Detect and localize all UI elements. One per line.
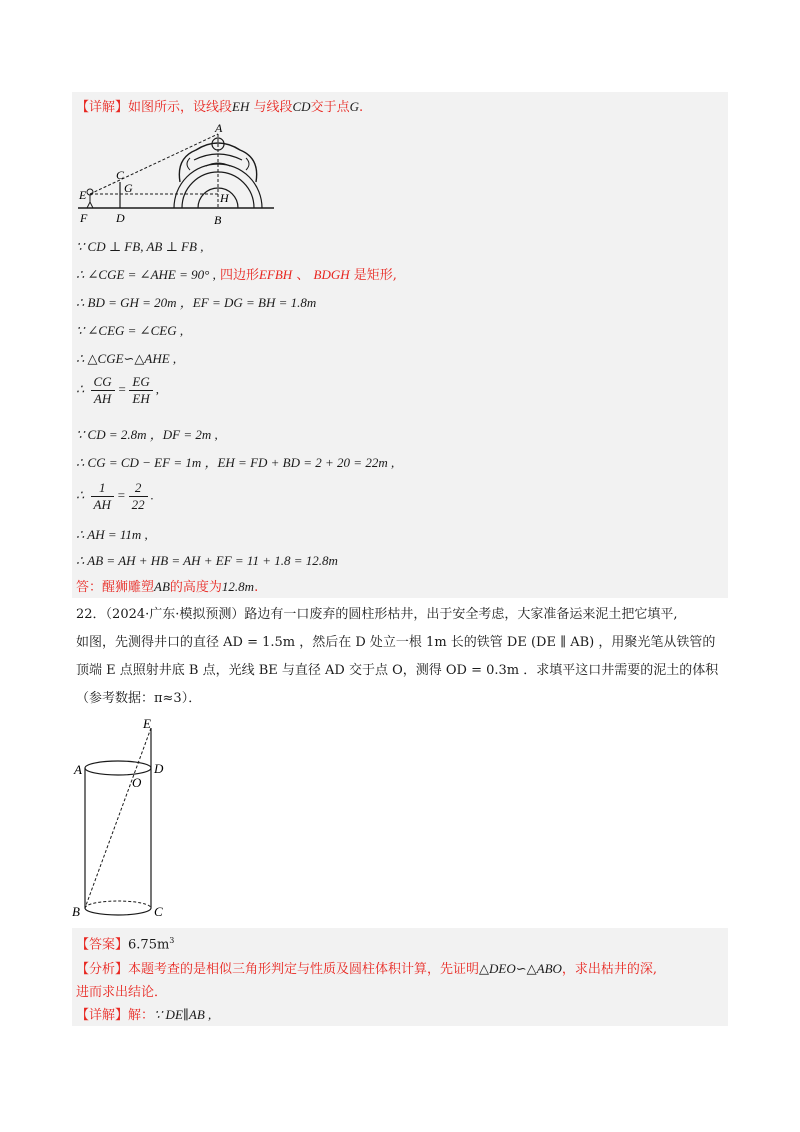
- label-h: H: [220, 191, 229, 205]
- solution-intro: 【详解】如图所示，设线段EH 与线段CD交于点G.: [76, 99, 364, 115]
- top-ellipse: [85, 761, 151, 775]
- label-c: C: [116, 168, 125, 182]
- question-22-line-3: 顶端 E 点照射井底 B 点，光线 BE 与直径 AD 交于点 O，测得 OD = 0.3m ．求填平这口井需要的泥土的体积: [76, 663, 719, 678]
- fraction-2-22: $\frac{2}{22}$: [129, 480, 148, 513]
- bottom-ellipse-back: [85, 901, 151, 908]
- step-9: ∴ $\frac{1}{AH}$ = $\frac{2}{22}$ .: [76, 480, 154, 512]
- step-8: ∴ CG = CD − EF = 1m ，EH = FD + BD = 2 + 20 = 22m ,: [76, 455, 395, 470]
- question-22-line-1: 22．（2024·广东·模拟预测）路边有一口废弃的圆柱形枯井，出于安全考虑，大家准备运来泥土把它填平,: [76, 607, 678, 622]
- fraction-1-ah: $\frac{1}{AH}$: [91, 480, 114, 513]
- label-c: C: [154, 904, 163, 919]
- analysis-22-line-1: 【分析】本题考查的是相似三角形判定与性质及圆柱体积计算，先证明△DEO∽△ABO，求出枯井的深,: [76, 961, 658, 977]
- answer-21: 答：醒狮雕塑AB的高度为12.8m.: [76, 579, 259, 595]
- question-22-line-2: 如图，先测得井口的直径 AD = 1.5m ，然后在 D 处立一根 1m 长的铁管 DE (DE ∥ AB) ，用聚光笔从铁管的: [76, 635, 716, 650]
- answer-22: 【答案】$6.75m^3$: [76, 936, 175, 953]
- label-e: E: [79, 188, 87, 202]
- well-cylinder-diagram: [72, 716, 186, 924]
- label-o: O: [132, 775, 142, 790]
- label-a: A: [215, 121, 223, 135]
- bottom-ellipse-front: [85, 908, 151, 915]
- label-d: D: [116, 211, 125, 225]
- light-ray-eb: [85, 728, 151, 908]
- label-b: B: [72, 904, 80, 919]
- analysis-22-line-2: 进而求出结论．: [76, 985, 168, 1000]
- step-3: ∴ BD = GH = 20m ，EF = DG = BH = 1.8m: [76, 295, 317, 310]
- sight-line: [90, 134, 218, 194]
- detail-tag: 【详解】: [76, 100, 129, 115]
- step-7: ∵ CD = 2.8m ，DF = 2m ,: [76, 427, 218, 442]
- lion-sculpture-diagram: [76, 120, 276, 228]
- label-a: A: [74, 762, 82, 777]
- step-2: ∴ ∠CGE = ∠AHE = 90° , 四边形EFBH 、 BDGH 是矩形,: [76, 267, 397, 283]
- fraction-cg-ah: $\frac{CG}{AH}$: [91, 374, 115, 407]
- step-6: ∴ $\frac{CG}{AH}$ = $\frac{EG}{EH}$ ,: [76, 374, 159, 406]
- step-11: ∴ AB = AH + HB = AH + EF = 11 + 1.8 = 12.8m: [76, 553, 338, 568]
- label-g: G: [124, 181, 133, 195]
- step-10: ∴ AH = 11m ,: [76, 527, 148, 542]
- label-d: D: [154, 761, 164, 776]
- step-5: ∴ △CGE∽△AHE ,: [76, 351, 177, 366]
- step-4: ∵ ∠CEG = ∠CEG ,: [76, 323, 184, 338]
- label-f: F: [80, 211, 88, 225]
- label-b: B: [214, 213, 222, 227]
- question-22-line-4: （参考数据：π≈3）．: [76, 691, 202, 706]
- fraction-eg-eh: $\frac{EG}{EH}$: [129, 374, 152, 407]
- label-e: E: [143, 716, 151, 731]
- detail-22: 【详解】解：∵ DE∥AB ,: [76, 1007, 212, 1023]
- step-1: ∵ CD ⊥ FB, AB ⊥ FB ,: [76, 239, 204, 254]
